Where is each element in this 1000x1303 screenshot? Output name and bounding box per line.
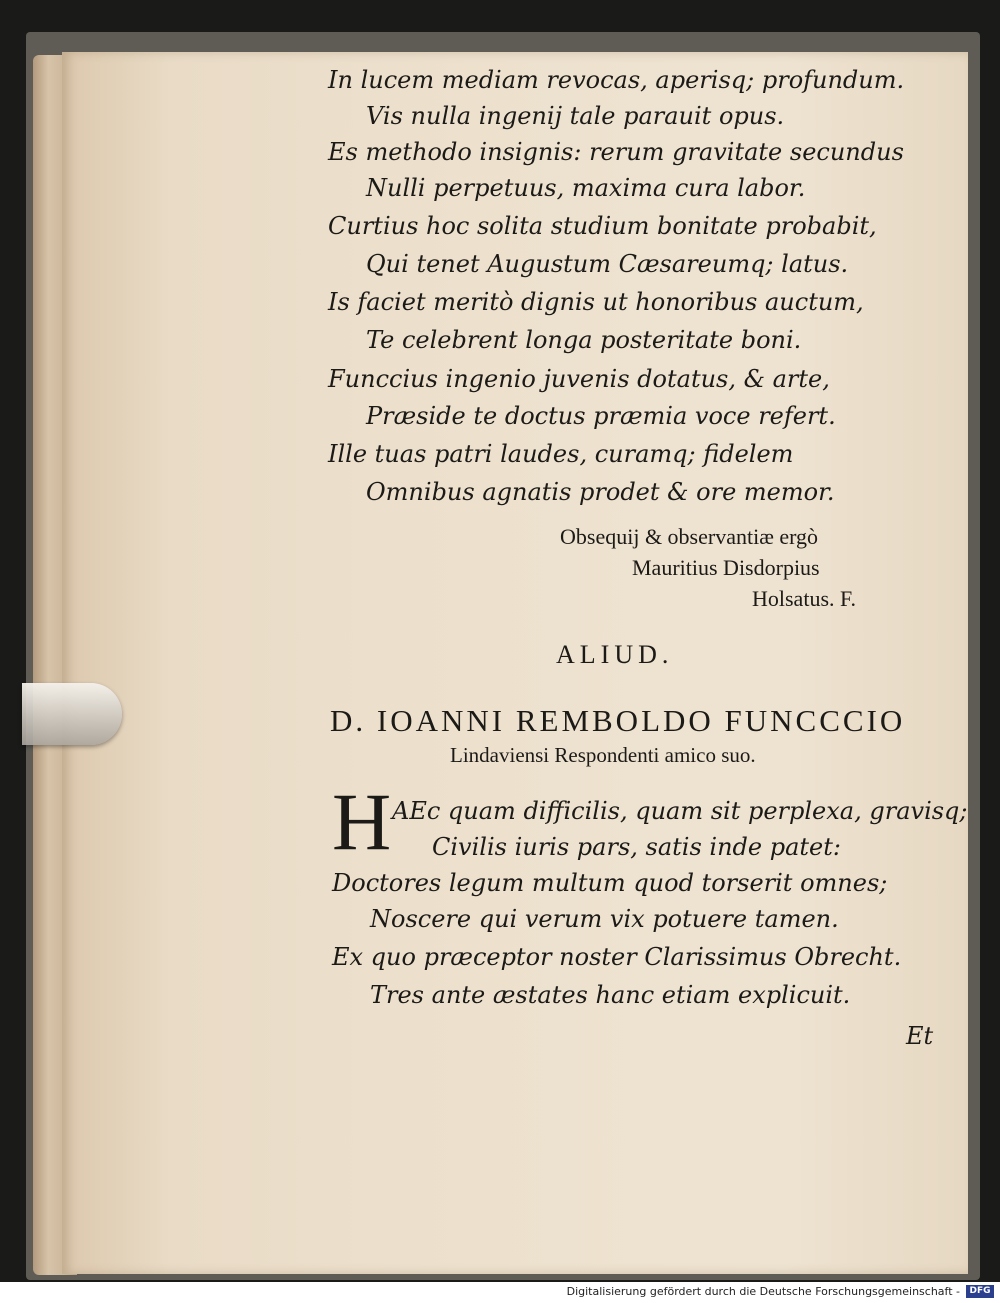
signature-line-3: Holsatus. F. bbox=[752, 586, 856, 611]
poem1-line-10: Præside te doctus præmia voce refert. bbox=[366, 402, 836, 430]
poem1-line-3: Es methodo insignis: rerum gravitate secundus bbox=[328, 138, 904, 166]
page-clip bbox=[22, 683, 122, 745]
dedicatee-heading: D. IOANNI REMBOLDO FUNCCCIO bbox=[330, 703, 906, 738]
poem1-line-8: Te celebrent longa posteritate boni. bbox=[366, 326, 802, 354]
poem2-line-4: Noscere qui verum vix potuere tamen. bbox=[370, 905, 839, 933]
catchword: Et bbox=[906, 1022, 934, 1050]
dedicatee-subtitle: Lindaviensi Respondenti amico suo. bbox=[450, 743, 756, 767]
poem1-line-12: Omnibus agnatis prodet & ore memor. bbox=[366, 478, 835, 506]
poem2-line-3: Doctores legum multum quod torserit omnes; bbox=[332, 869, 888, 897]
section-title: ALIUD. bbox=[556, 640, 674, 669]
drop-cap: H bbox=[332, 776, 392, 867]
poem2-line-2: Civilis iuris pars, satis inde patet: bbox=[432, 833, 841, 861]
poem2-line-1: AEc quam difficilis, quam sit perplexa, gravisq; bbox=[392, 797, 968, 825]
poem1-line-5: Curtius hoc solita studium bonitate probabit, bbox=[328, 212, 877, 240]
poem1-line-6: Qui tenet Augustum Cæsareumq; latus. bbox=[366, 250, 849, 278]
signature-line-2: Mauritius Disdorpius bbox=[632, 555, 820, 580]
dfg-logo: DFG bbox=[966, 1285, 994, 1298]
poem2-line-5: Ex quo præceptor noster Clarissimus Obrecht. bbox=[332, 943, 902, 971]
poem2-line-6: Tres ante æstates hanc etiam explicuit. bbox=[370, 981, 851, 1009]
footer-credit: Digitalisierung gefördert durch die Deutsche Forschungsgemeinschaft - bbox=[566, 1285, 960, 1298]
poem1-line-9: Funccius ingenio juvenis dotatus, & arte, bbox=[328, 365, 830, 393]
poem1-line-7: Is faciet meritò dignis ut honoribus auctum, bbox=[328, 288, 864, 316]
signature-line-1: Obsequij & observantiæ ergò bbox=[560, 524, 819, 549]
poem1-line-4: Nulli perpetuus, maxima cura labor. bbox=[366, 174, 806, 202]
poem1-line-11: Ille tuas patri laudes, curamq; fidelem bbox=[328, 440, 794, 468]
poem1-line-2: Vis nulla ingenij tale parauit opus. bbox=[366, 102, 785, 130]
poem1-line-1: In lucem mediam revocas, aperisq; profundum. bbox=[328, 66, 905, 94]
